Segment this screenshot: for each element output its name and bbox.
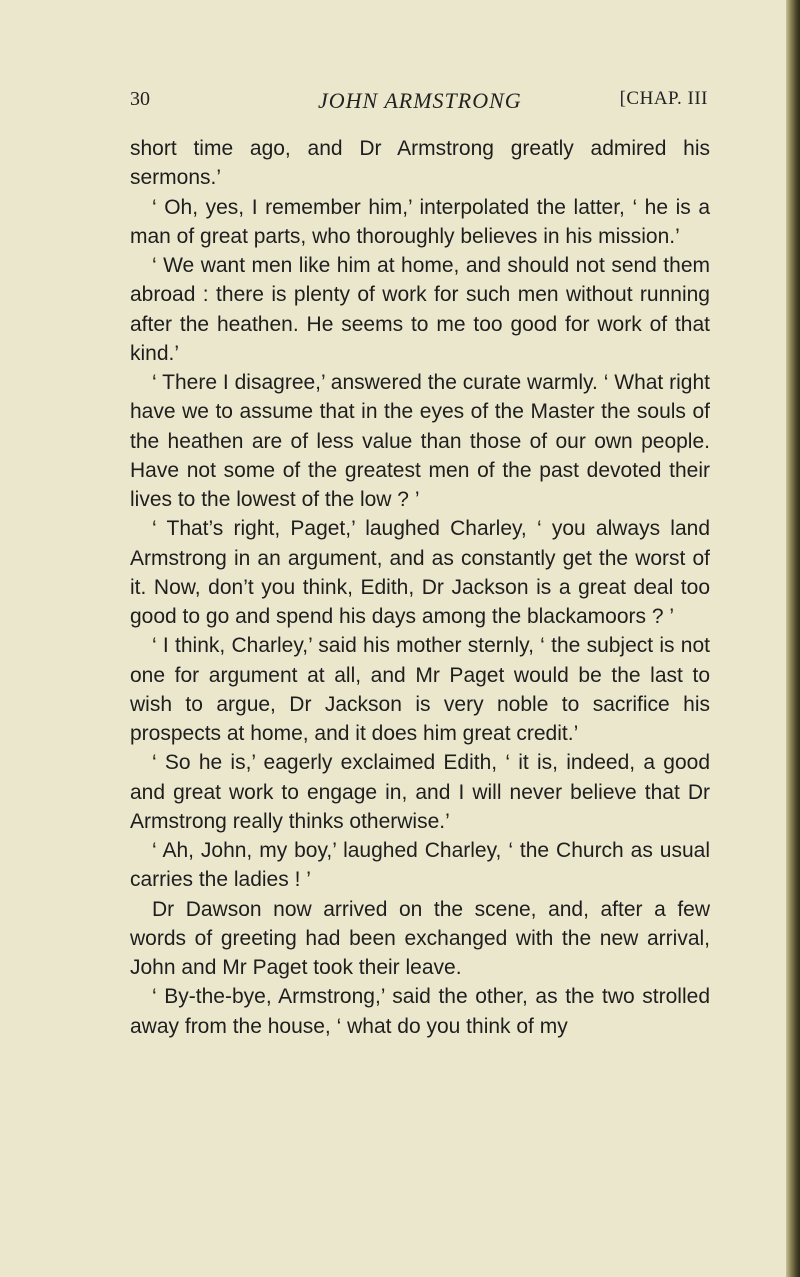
paragraph: ‘ That’s right, Paget,’ laughed Charley, ‘ you always land Armstrong in an argument, and as constantly get the worst of it. Now, don’t you think, Edith, Dr Jackson is a great deal too good to go and spend his days among the blackamoors ? ’ <box>130 517 710 628</box>
paragraph: ‘ By-the-bye, Armstrong,’ said the other, as the two strolled away from the house, ‘ what do you think of my <box>130 985 710 1038</box>
paragraph: Dr Dawson now arrived on the scene, and, after a few words of greeting had been exchanged with the new arrival, John and Mr Paget took their leave. <box>130 897 710 979</box>
paragraph: ‘ Ah, John, my boy,’ laughed Charley, ‘ the Church as usual carries the ladies ! ’ <box>130 839 710 892</box>
paragraph: ‘ So he is,’ eagerly exclaimed Edith, ‘ it is, indeed, a good and great work to engage in, and I will never believe that Dr Armstrong really thinks otherwise.’ <box>130 751 710 833</box>
paragraph: ‘ Oh, yes, I remember him,’ interpolated the latter, ‘ he is a man of great parts, who thoroughly believes in his mission.’ <box>130 195 710 248</box>
paragraph: ‘ We want men like him at home, and should not send them abroad : there is plenty of work for such men without running after the heathen. He seems to me too good for work of that kind.’ <box>130 254 710 365</box>
paragraph: short time ago, and Dr Armstrong greatly admired his sermons.’ <box>130 137 710 190</box>
running-header <box>130 88 710 118</box>
running-title: JOHN ARMSTRONG <box>318 88 522 113</box>
book-spine-edge <box>786 0 800 1277</box>
paragraph: ‘ There I disagree,’ answered the curate warmly. ‘ What right have we to assume that in the eyes of the Master the souls of the heathen are of less value than those of our own people. Have not some of the greatest men of the past devoted their lives to the lowest of the low ? ’ <box>130 371 710 511</box>
paragraph: ‘ I think, Charley,’ said his mother sternly, ‘ the subject is not one for argument at all, and Mr Paget would be the last to wish to argue, Dr Jackson is very noble to sacrifice his prospects at home, and it does him great credit.’ <box>130 634 710 745</box>
body-text <box>130 134 710 1041</box>
page-number: 30 <box>130 88 150 110</box>
chapter-label: [CHAP. III <box>619 88 708 109</box>
